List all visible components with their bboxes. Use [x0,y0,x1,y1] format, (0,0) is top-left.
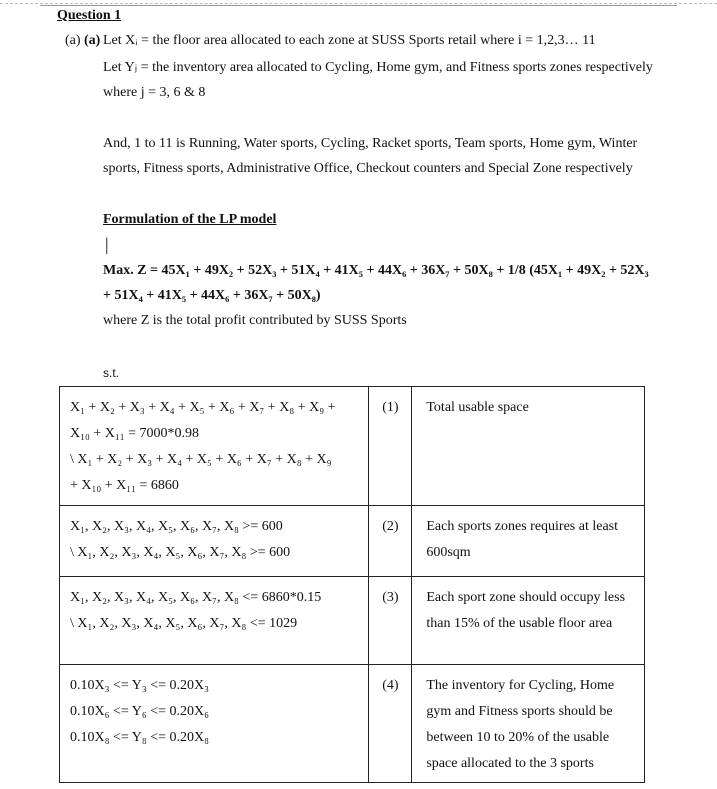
constraint-line: \ X₁, X₂, X₃, X₄, X₅, X₆, X₇, X₈ <= 1029 [70,616,298,631]
constraint-line: \ X₁ + X₂ + X₃ + X₄ + X₅ + X₆ + X₇ + X₈ + X₉ [70,452,332,467]
constraint-row [60,665,645,783]
constraint-line: X₁₀ + X₁₁ = 7000*0.98 [70,426,200,441]
constraint-expression [60,506,369,577]
constraint-line: 0.10X₈ <= Y₈ <= 0.20X₈ [70,730,210,745]
constraint-line: X₁, X₂, X₃, X₄, X₅, X₆, X₇, X₈ >= 600 [70,519,283,534]
constraint-number: (2) [369,506,412,577]
part-label: (a) [65,33,81,48]
constraint-line: + X₁₀ + X₁₁ = 6860 [70,478,179,493]
constraint-line: X₁, X₂, X₃, X₄, X₅, X₆, X₇, X₈ <= 6860*0.15 [70,590,322,605]
part-label-bold: (a) [84,33,101,48]
constraint-description: Each sport zone should occupy less than 15% of the usable floor area [412,577,645,665]
definition-y: Let Yⱼ = the inventory area allocated to Cycling, Home gym, and Fitness sports zones respectively [103,60,653,75]
zones-line-1: And, 1 to 11 is Running, Water sports, Cycling, Racket sports, Team sports, Home gym, Winter [103,136,638,151]
objective-line-2: + 51X₄ + 41X₅ + 44X₆ + 36X₇ + 50X₈) [103,288,321,303]
constraint-description: Each sports zones requires at least 600sqm [412,506,645,577]
formulation-heading: Formulation of the LP model [103,212,277,227]
objective-line-1: Max. Z = 45X₁ + 49X₂ + 52X₃ + 51X₄ + 41X₅ + 44X₆ + 36X₇ + 50X₈ + 1/8 (45X₁ + 49X₂ + 52X₃ [103,263,649,278]
constraint-expression [60,387,369,506]
constraint-number: (3) [369,577,412,665]
constraint-line: X₁ + X₂ + X₃ + X₄ + X₅ + X₆ + X₇ + X₈ + X₉ + [70,400,336,415]
constraint-number: (4) [369,665,412,783]
constraint-row [60,577,645,665]
page-border [0,3,717,4]
definition-y-index: where j = 3, 6 & 8 [103,85,206,100]
text-cursor: | [105,234,109,254]
question-title: Question 1 [57,8,122,23]
constraint-description: Total usable space [412,387,645,506]
constraint-row [60,387,645,506]
header-rule [40,5,677,6]
constraint-row [60,506,645,577]
zones-line-2: sports, Fitness sports, Administrative Office, Checkout counters and Special Zone respectively [103,161,633,176]
constraint-description: The inventory for Cycling, Home gym and Fitness sports should be between 10 to 20% of the usable space allocated to the 3 sports [412,665,645,783]
constraint-line: 0.10X₃ <= Y₃ <= 0.20X₃ [70,678,210,693]
constraint-number: (1) [369,387,412,506]
definition-x: Let Xᵢ = the floor area allocated to each zone at SUSS Sports retail where i = 1,2,3… 11 [103,33,596,48]
constraint-expression [60,665,369,783]
constraint-line: 0.10X₆ <= Y₆ <= 0.20X₆ [70,704,210,719]
objective-description: where Z is the total profit contributed by SUSS Sports [103,313,407,328]
subject-to-label: s.t. [103,366,120,380]
constraint-line: \ X₁, X₂, X₃, X₄, X₅, X₆, X₇, X₈ >= 600 [70,545,291,560]
constraints-table [59,386,645,783]
constraint-expression [60,577,369,665]
